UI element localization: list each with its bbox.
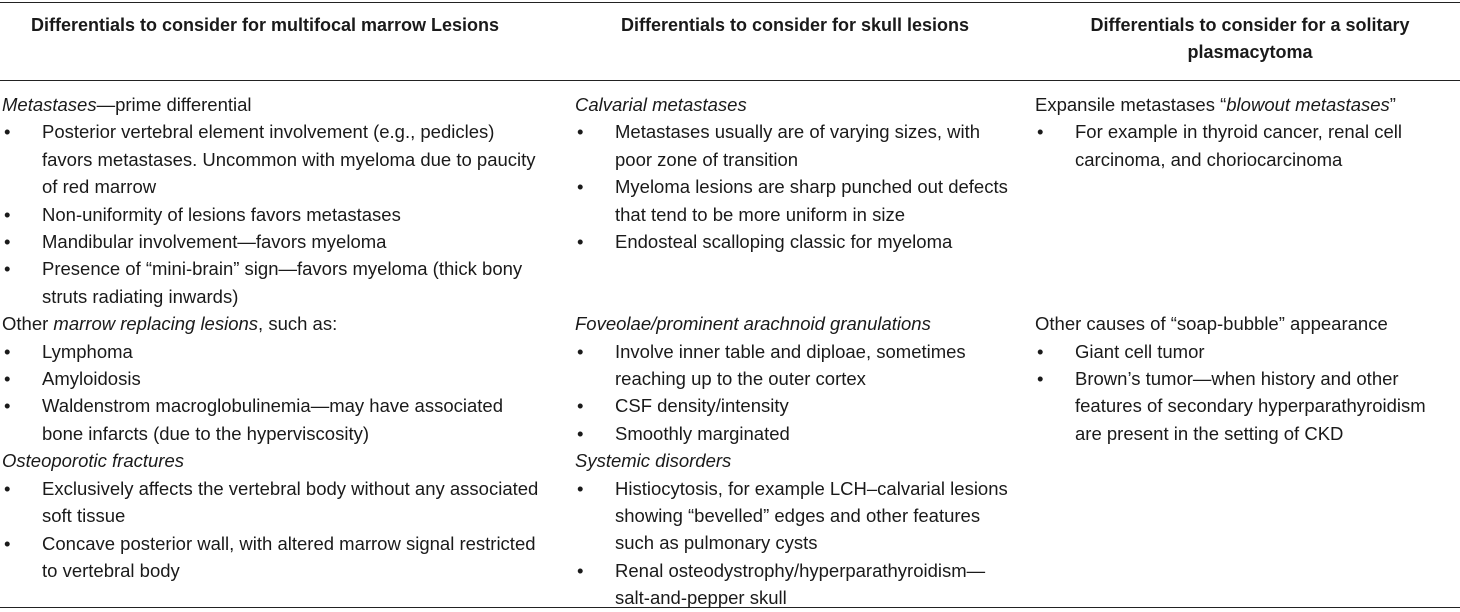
section-title: Osteoporotic fractures [2, 450, 184, 472]
section-calvarial-metastases [575, 91, 1020, 255]
bullet-list [575, 118, 1020, 255]
section-title-rest: —prime differential [96, 94, 252, 115]
section-title-post: , such as: [258, 313, 338, 335]
section-expansile-metastases [1035, 91, 1455, 173]
list-item: • Presence of “mini-brain” sign—favors myeloma (thick bony struts radiating inwards) [2, 255, 542, 310]
list-item: • Histiocytosis, for example LCH–calvarial lesions showing “bevelled” edges and other features such as pulmonary cysts [575, 475, 1020, 557]
list-item: • Smoothly marginated [575, 420, 1020, 447]
bullet-list [2, 338, 542, 448]
list-item: • Lymphoma [2, 338, 542, 365]
header-solitary-plasmacytoma: Differentials to consider for a solitary plasmacytoma [1090, 15, 1410, 62]
header-skull-lesions: Differentials to consider for skull lesions [620, 15, 970, 35]
bullet-list [1035, 338, 1455, 448]
section-osteoporotic [2, 447, 542, 584]
list-item: • Mandibular involvement—favors myeloma [2, 228, 542, 255]
list-item: • Amyloidosis [2, 365, 542, 392]
section-foveolae [575, 310, 1020, 447]
list-item: • Metastases usually are of varying sizes, with poor zone of transition [575, 118, 1020, 173]
column-solitary-plasmacytoma [1035, 91, 1455, 447]
section-marrow-replacing [2, 310, 542, 447]
list-item: • Posterior vertebral element involvement (e.g., pedicles) favors metastases. Uncommon with myeloma due to paucity of red marrow [2, 118, 542, 200]
list-item: • For example in thyroid cancer, renal cell carcinoma, and choriocarcinoma [1035, 118, 1455, 173]
list-item: • CSF density/intensity [575, 392, 1020, 419]
column-marrow-lesions [2, 91, 542, 584]
list-item: • Renal osteodystrophy/hyperparathyroidism—salt-and-pepper skull [575, 557, 1020, 612]
section-title-pre: Other [2, 313, 54, 335]
bullet-list [575, 338, 1020, 448]
table-header-rule [0, 80, 1460, 81]
list-item: • Involve inner table and diploae, sometimes reaching up to the outer cortex [575, 338, 1020, 393]
section-title-post: ” [1389, 94, 1396, 115]
column-skull-lesions [575, 91, 1020, 612]
section-title: Other causes of “soap-bubble” appearance [1035, 313, 1388, 335]
section-title [2, 91, 542, 118]
section-title-italic: marrow replacing lesions [53, 313, 259, 335]
bullet-list [2, 118, 542, 310]
bullet-list [2, 475, 542, 585]
list-item: • Exclusively affects the vertebral body without any associated soft tissue [2, 475, 542, 530]
section-title [1035, 91, 1455, 118]
bullet-list [1035, 118, 1455, 173]
list-item: • Waldenstrom macroglobulinemia—may have associated bone infarcts (due to the hyperviscosity) [2, 392, 542, 447]
header-marrow-lesions: Differentials to consider for multifocal marrow Lesions [30, 15, 500, 35]
section-title-pre: Expansile metastases “ [1035, 94, 1227, 115]
section-title: Calvarial metastases [575, 94, 747, 115]
list-item: • Brown’s tumor—when history and other features of secondary hyperparathyroidism are present in the setting of CKD [1035, 365, 1455, 447]
bullet-list [575, 475, 1020, 612]
list-item: • Non-uniformity of lesions favors metastases [2, 201, 542, 228]
section-title: Foveolae/prominent arachnoid granulations [575, 313, 931, 335]
section-title: Systemic disorders [575, 450, 732, 472]
section-title-italic: Metastases [2, 94, 97, 115]
table-top-rule [0, 2, 1460, 3]
list-item: • Giant cell tumor [1035, 338, 1455, 365]
list-item: • Endosteal scalloping classic for myeloma [575, 228, 1020, 255]
section-title-italic: blowout metastases [1226, 94, 1390, 115]
section-soap-bubble [1035, 310, 1455, 447]
section-metastases [2, 91, 542, 310]
section-title [2, 310, 542, 337]
section-systemic-disorders [575, 447, 1020, 611]
list-item: • Myeloma lesions are sharp punched out defects that tend to be more uniform in size [575, 173, 1020, 228]
list-item: • Concave posterior wall, with altered marrow signal restricted to vertebral body [2, 530, 542, 585]
